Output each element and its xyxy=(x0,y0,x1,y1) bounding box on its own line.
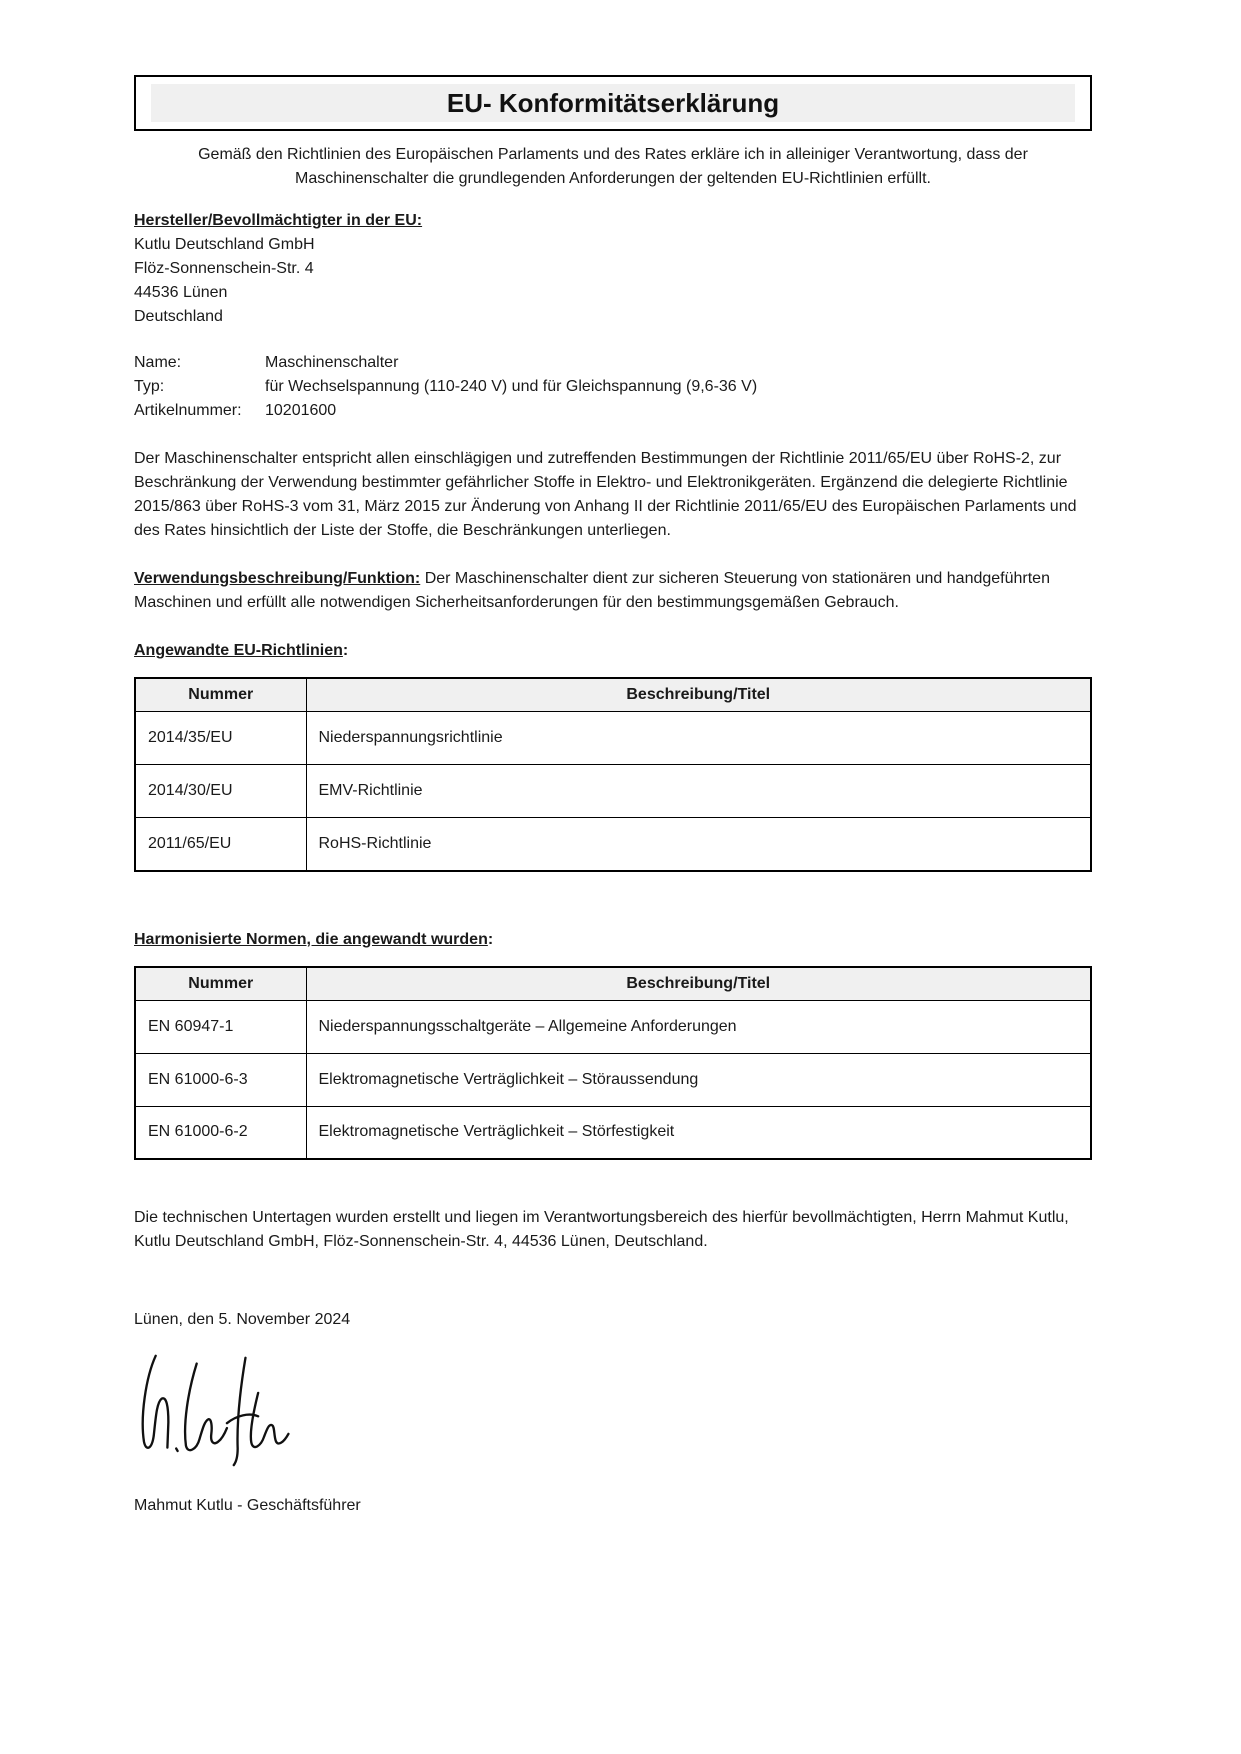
standard-title: Elektromagnetische Verträglichkeit – Störaussendung xyxy=(306,1053,1091,1106)
standards-heading-colon: : xyxy=(487,930,494,948)
directive-title: RoHS-Richtlinie xyxy=(306,818,1091,871)
compliance-paragraph: Der Maschinenschalter entspricht allen einschlägigen und zutreffenden Bestimmungen der Richtlinie 2011/65/EU über RoHS-2, zur Beschränkung der Verwendung bestimmter gefährlicher Stoffe in Elektro- und Elektronikgeräten. Ergänzend die delegierte Richtlinie 2015/863 über RoHS-3 vom 31, März 2015 zur Änderung von Anhang II der Richtlinie 2011/65/EU des Europäischen Parlaments und des Rates hinsichtlich der Liste der Stoffe, die Beschränkungen unterliegen. xyxy=(134,450,1077,539)
directives-table xyxy=(134,677,1092,872)
product-name-label: Name: xyxy=(134,354,182,371)
place-date: Lünen, den 5. November 2024 xyxy=(134,1311,351,1328)
manufacturer-street: Flöz-Sonnenschein-Str. 4 xyxy=(134,260,314,277)
directives-col-title: Beschreibung/Titel xyxy=(306,678,1091,712)
signature-image xyxy=(134,1348,314,1470)
standards-header-row xyxy=(135,967,1091,1001)
table-row xyxy=(135,1000,1091,1053)
intro-paragraph: Gemäß den Richtlinien des Europäischen Parlaments und des Rates erkläre ich in alleiniger Verantwortung, dass der Maschinenschalter die grundlegenden Anforderungen der geltenden EU-Richtlinien erfüllt. xyxy=(198,146,1028,187)
signature-area xyxy=(134,1348,1092,1470)
usage-section xyxy=(134,567,1092,615)
manufacturer-country: Deutschland xyxy=(134,308,223,325)
standards-col-number: Nummer xyxy=(135,967,306,1001)
standard-title: Niederspannungsschaltgeräte – Allgemeine Anforderungen xyxy=(306,1000,1091,1053)
product-row-name xyxy=(134,351,1092,375)
manufacturer-section xyxy=(134,209,1092,329)
directive-title: Niederspannungsrichtlinie xyxy=(306,712,1091,765)
usage-heading: Verwendungsbeschreibung/Funktion: xyxy=(134,570,421,587)
product-section xyxy=(134,351,1092,423)
standard-number: EN 61000-6-2 xyxy=(135,1106,306,1159)
table-row xyxy=(135,818,1091,871)
responsibility-paragraph: Die technischen Untertagen wurden erstellt und liegen im Verantwortungsbereich des hierfür bevollmächtigten, Herrn Mahmut Kutlu, Kutlu Deutschland GmbH, Flöz-Sonnenschein-Str. 4, 44536 Lünen, Deutschland. xyxy=(134,1209,1069,1250)
title-box xyxy=(134,75,1092,131)
table-row xyxy=(135,1106,1091,1159)
directives-col-number: Nummer xyxy=(135,678,306,712)
directive-number: 2011/65/EU xyxy=(135,818,306,871)
signer-name: Mahmut Kutlu - Geschäftsführer xyxy=(134,1497,361,1514)
usage-text: Der Maschinenschalter dient zur sicheren Steuerung von stationären und handgeführten Maschinen und erfüllt alle notwendigen Sicherheitsanforderungen für den bestimmungsgemäßen Gebrauch. xyxy=(134,570,1050,611)
directive-number: 2014/30/EU xyxy=(135,765,306,818)
product-name-value: Maschinenschalter xyxy=(265,354,399,371)
standard-title: Elektromagnetische Verträglichkeit – Störfestigkeit xyxy=(306,1106,1091,1159)
manufacturer-company: Kutlu Deutschland GmbH xyxy=(134,236,315,253)
document-content xyxy=(134,75,1092,1518)
product-row-type xyxy=(134,375,1092,399)
manufacturer-heading: Hersteller/Bevollmächtigter in der EU: xyxy=(134,212,423,229)
standards-section xyxy=(134,928,1092,1161)
directives-heading-colon: : xyxy=(342,642,349,659)
directive-number: 2014/35/EU xyxy=(135,712,306,765)
table-row xyxy=(135,712,1091,765)
directive-title: EMV-Richtlinie xyxy=(306,765,1091,818)
directives-header-row xyxy=(135,678,1091,712)
standard-number: EN 60947-1 xyxy=(135,1000,306,1053)
product-type-value: für Wechselspannung (110-240 V) und für Gleichspannung (9,6-36 V) xyxy=(265,378,758,395)
directives-heading-line xyxy=(134,639,1092,663)
standard-number: EN 61000-6-3 xyxy=(135,1053,306,1106)
product-row-article xyxy=(134,399,1092,423)
product-type-label: Typ: xyxy=(134,378,165,395)
standards-heading: Harmonisierte Normen, die angewandt wurden xyxy=(134,930,488,948)
product-article-label: Artikelnummer: xyxy=(134,402,242,419)
title-banner xyxy=(151,84,1075,122)
directives-heading: Angewandte EU-Richtlinien xyxy=(134,642,343,659)
directives-section xyxy=(134,639,1092,872)
manufacturer-city: 44536 Lünen xyxy=(134,284,228,301)
standards-table xyxy=(134,966,1092,1161)
table-row xyxy=(135,765,1091,818)
page-title: EU- Konformitätserklärung xyxy=(446,88,780,118)
product-article-value: 10201600 xyxy=(265,402,337,419)
standards-col-title: Beschreibung/Titel xyxy=(306,967,1091,1001)
table-row xyxy=(135,1053,1091,1106)
standards-heading-line xyxy=(134,928,1092,952)
